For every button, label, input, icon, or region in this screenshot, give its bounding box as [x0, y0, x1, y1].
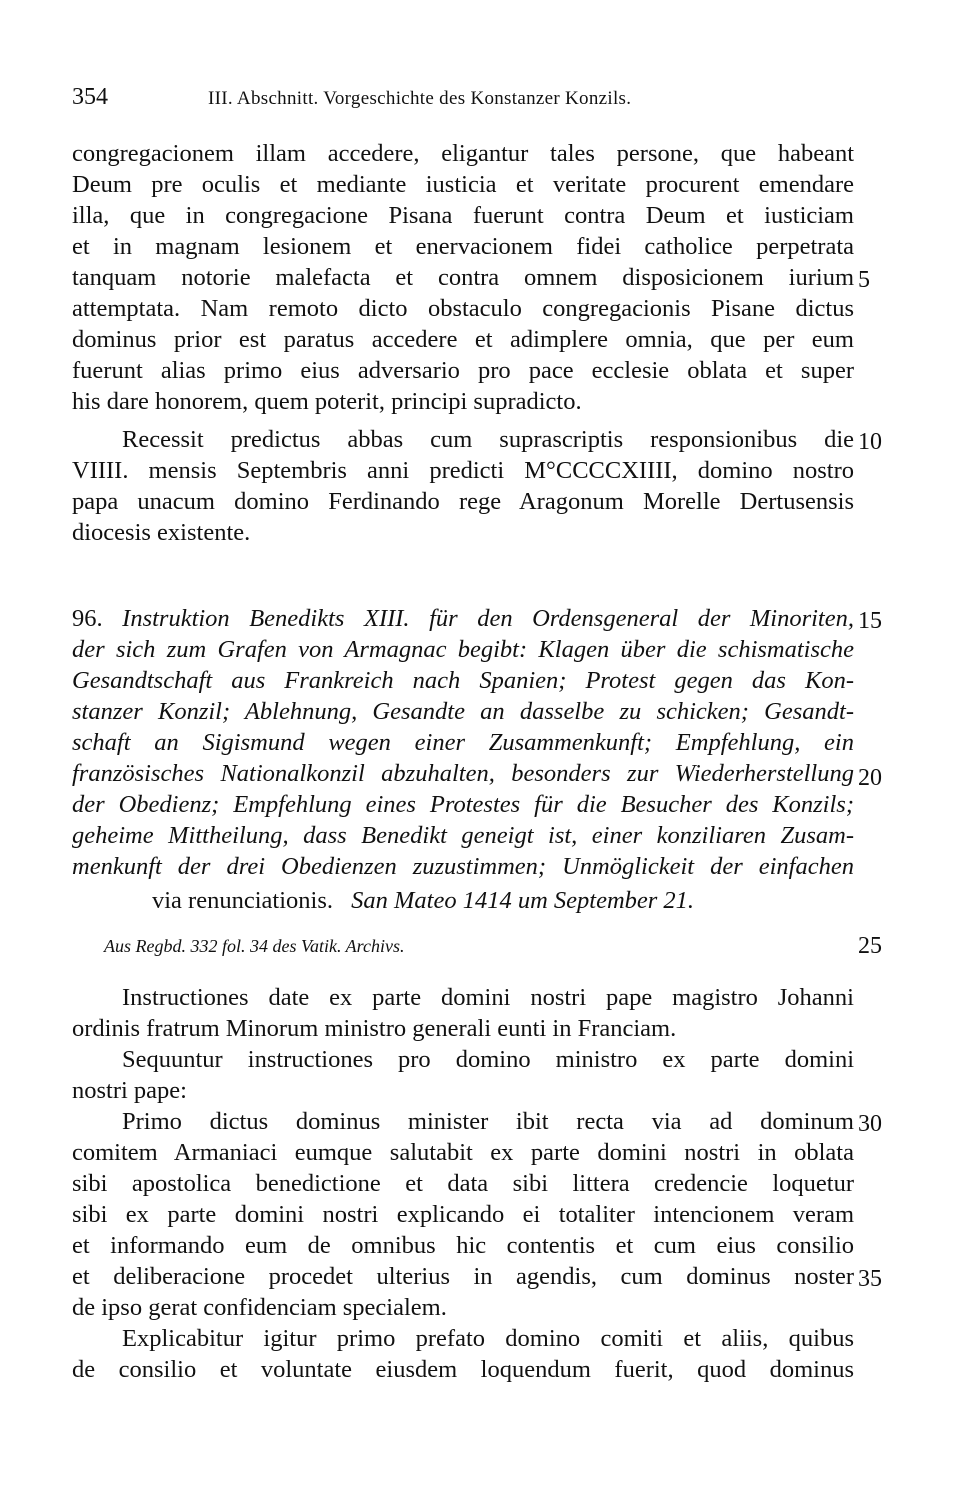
- document-heading-line: [152, 885, 854, 917]
- margin-line-number: 30: [858, 1111, 882, 1137]
- text-line: comitem Armaniaci eumque salutabit ex parte domini nostri in oblata: [72, 1139, 854, 1166]
- document-heading-line: schaft an Sigismund wegen einer Zusammenkunft; Empfehlung, ein: [72, 729, 854, 756]
- margin-line-number: 15: [858, 608, 882, 634]
- text-line: ordinis fratrum Minorum ministro generali eunti in Franciam.: [72, 1015, 677, 1042]
- document-heading-line: der sich zum Grafen von Armagnac begibt: Klagen über die schismatische: [72, 636, 854, 663]
- source-citation: Aus Regbd. 332 fol. 34 des Vatik. Archivs.: [104, 936, 405, 956]
- text-line: nostri pape:: [72, 1077, 187, 1104]
- margin-line-number: 20: [858, 765, 882, 791]
- text-line: sibi ex parte domini nostri explicando ei totaliter intencionem veram: [72, 1201, 854, 1228]
- document-heading-line: Gesandtschaft aus Frankreich nach Spanien; Protest gegen das Kon-: [72, 667, 854, 694]
- text-line: et in magnam lesionem et enervacionem fidei catholice perpetrata: [72, 233, 854, 260]
- text-line: Instructiones date ex parte domini nostri pape magistro Johanni: [122, 984, 854, 1011]
- text-line: illa, que in congregacione Pisana fuerunt contra Deum et iusticiam: [72, 202, 854, 229]
- text-line: de consilio et voluntate eiusdem loquendum fuerit, quod dominus: [72, 1356, 854, 1383]
- text-line: Recessit predictus abbas cum suprascriptis responsionibus die: [122, 426, 854, 453]
- document-heading-line: menkunft der drei Obedienzen zuzustimmen; Unmöglickeit der einfachen: [72, 853, 854, 880]
- text-line: diocesis existente.: [72, 519, 251, 546]
- document-heading-line: geheime Mittheilung, dass Benedikt geneigt ist, einer konziliaren Zusam-: [72, 822, 854, 849]
- margin-line-number: 35: [858, 1266, 882, 1292]
- text-line: congregacionem illam accedere, eligantur tales persone, que habeant: [72, 140, 854, 167]
- text-line: tanquam notorie malefacta et contra omnem disposicionem iurium: [72, 264, 854, 291]
- text-line: et deliberacione procedet ulterius in agendis, cum dominus noster: [72, 1263, 854, 1290]
- margin-line-number: 25: [858, 933, 882, 959]
- page-header: [72, 84, 892, 114]
- document-number: 96.: [72, 605, 103, 632]
- document-heading-line: stanzer Konzil; Ablehnung, Gesandte an dasselbe zu schicken; Gesandt-: [72, 698, 854, 725]
- margin-line-number: 5: [858, 267, 870, 293]
- date-line: San Mateo 1414 um September 21.: [351, 887, 695, 914]
- text-line: sibi apostolica benedictione et data sibi littera credencie loquetur: [72, 1170, 854, 1197]
- page-number: 354: [72, 84, 108, 110]
- text-line: VIIII. mensis Septembris anni predicti M°CCCCXIIII, domino nostro: [72, 457, 854, 484]
- text-line: fuerunt alias primo eius adversario pro pace ecclesie oblata et super: [72, 357, 854, 384]
- text-line: Explicabitur igitur primo prefato domino comiti et aliis, quibus: [122, 1325, 854, 1352]
- document-heading-line: der Obedienz; Empfehlung eines Protestes für die Besucher des Konzils;: [72, 791, 854, 818]
- running-head: III. Abschnitt. Vorgeschichte des Konstanzer Konzils.: [208, 88, 632, 109]
- text-line: Primo dictus dominus minister ibit recta via ad dominum: [122, 1108, 854, 1135]
- margin-line-number: 10: [858, 429, 882, 455]
- text-line: dominus prior est paratus accedere et adimplere omnia, que per eum: [72, 326, 854, 353]
- document-heading-line: französisches Nationalkonzil abzuhalten, besonders zur Wiederherstellung: [72, 760, 854, 787]
- text-line: his dare honorem, quem poterit, principi supradicto.: [72, 388, 582, 415]
- text-line: papa unacum domino Ferdinando rege Aragonum Morelle Dertusensis: [72, 488, 854, 515]
- text-line: attemptata. Nam remoto dicto obstaculo congregacionis Pisane dictus: [72, 295, 854, 322]
- text-line: Sequuntur instructiones pro domino ministro ex parte domini: [122, 1046, 854, 1073]
- document-heading-line: [72, 603, 854, 635]
- text-line: de ipso gerat confidenciam specialem.: [72, 1294, 447, 1321]
- text-line: Deum pre oculis et mediante iusticia et veritate procurent emendare: [72, 171, 854, 198]
- heading-text: Instruktion Benedikts XIII. für den Ordensgeneral der Minoriten,: [122, 605, 854, 632]
- text-line: et informando eum de omnibus hic contentis et cum eius consilio: [72, 1232, 854, 1259]
- via-text: via renunciationis.: [152, 887, 333, 914]
